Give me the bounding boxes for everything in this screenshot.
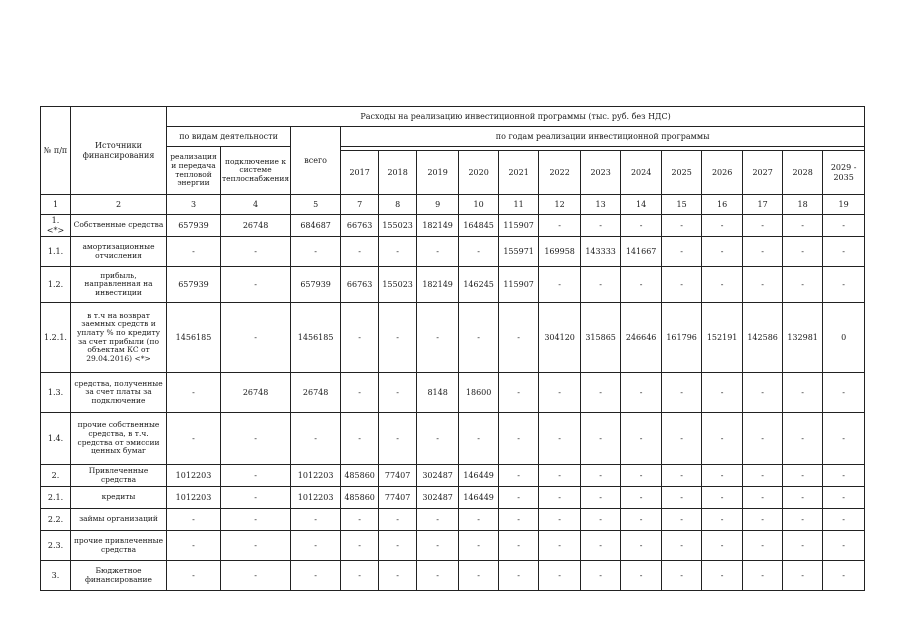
cell-value: 657939 (167, 215, 221, 237)
cell-value: - (662, 487, 702, 509)
column-number: 2 (71, 195, 167, 215)
cell-value: 66763 (341, 267, 379, 303)
cell-value: - (581, 509, 621, 531)
cell-value: - (581, 373, 621, 413)
cell-value: - (459, 531, 499, 561)
cell-value: - (823, 413, 865, 465)
table-row (41, 509, 865, 531)
cell-value: - (783, 237, 823, 267)
cell-value: - (167, 561, 221, 591)
header-by-year: по годам реализации инвестиционной программы (341, 127, 865, 147)
cell-value: - (823, 237, 865, 267)
cell-value: 161796 (662, 303, 702, 373)
cell-value: - (221, 561, 291, 591)
cell-value: - (783, 561, 823, 591)
cell-value: - (341, 237, 379, 267)
column-number: 9 (417, 195, 459, 215)
cell-value: 1012203 (167, 465, 221, 487)
cell-value: - (499, 531, 539, 561)
cell-value: - (499, 561, 539, 591)
cell-value: - (221, 487, 291, 509)
header-by-activity: по видам деятельности (167, 127, 291, 147)
cell-value: - (291, 237, 341, 267)
header-activity-connection: подключение к системе теплоснабжения (221, 147, 291, 195)
cell-value: - (823, 509, 865, 531)
cell-value: - (621, 531, 662, 561)
cell-value: 8148 (417, 373, 459, 413)
cell-value: - (621, 267, 662, 303)
table-row (41, 413, 865, 465)
cell-value: - (539, 215, 581, 237)
cell-value: - (823, 465, 865, 487)
cell-value: 1012203 (291, 487, 341, 509)
cell-value: - (783, 413, 823, 465)
cell-value: - (417, 509, 459, 531)
cell-value: - (662, 267, 702, 303)
cell-value: - (783, 531, 823, 561)
cell-value: 155023 (379, 215, 417, 237)
table-row (41, 487, 865, 509)
cell-value: - (341, 561, 379, 591)
cell-value: - (379, 413, 417, 465)
column-number: 11 (499, 195, 539, 215)
row-source: в т.ч на возврат заемных средств и уплату % по кредиту за счет прибыли (по объектам КС от 29.04.2016) <*> (71, 303, 167, 373)
header-year: 2018 (379, 151, 417, 195)
cell-value: - (743, 509, 783, 531)
cell-value: - (662, 465, 702, 487)
column-number: 10 (459, 195, 499, 215)
cell-value: - (341, 413, 379, 465)
table-row (41, 531, 865, 561)
cell-value: 182149 (417, 267, 459, 303)
cell-value: - (167, 373, 221, 413)
cell-value: - (702, 267, 743, 303)
cell-value: - (662, 561, 702, 591)
cell-value: - (221, 413, 291, 465)
cell-value: - (702, 237, 743, 267)
header-year: 2022 (539, 151, 581, 195)
cell-value: - (702, 465, 743, 487)
row-source: Бюджетное финансирование (71, 561, 167, 591)
cell-value: - (499, 509, 539, 531)
cell-value: - (459, 509, 499, 531)
cell-value: - (221, 237, 291, 267)
cell-value: - (621, 413, 662, 465)
cell-value: - (341, 509, 379, 531)
cell-value: - (167, 413, 221, 465)
cell-value: - (662, 215, 702, 237)
cell-value: - (621, 487, 662, 509)
cell-value: 143333 (581, 237, 621, 267)
header-source: Источники финансирования (71, 107, 167, 195)
cell-value: - (341, 531, 379, 561)
header-year: 2025 (662, 151, 702, 195)
column-number: 3 (167, 195, 221, 215)
cell-value: 152191 (702, 303, 743, 373)
header-activity-heat: реализация и передача тепловой энергии (167, 147, 221, 195)
cell-value: 302487 (417, 465, 459, 487)
column-number: 7 (341, 195, 379, 215)
row-number: 2.2. (41, 509, 71, 531)
cell-value: - (499, 303, 539, 373)
cell-value: 1012203 (167, 487, 221, 509)
cell-value: - (539, 267, 581, 303)
cell-value: - (823, 373, 865, 413)
column-number: 4 (221, 195, 291, 215)
cell-value: 155023 (379, 267, 417, 303)
cell-value: - (621, 509, 662, 531)
cell-value: - (341, 373, 379, 413)
cell-value: - (823, 487, 865, 509)
column-number: 15 (662, 195, 702, 215)
row-number: 2.1. (41, 487, 71, 509)
cell-value: - (702, 561, 743, 591)
cell-value: 26748 (221, 215, 291, 237)
cell-value: - (783, 487, 823, 509)
cell-value: - (417, 237, 459, 267)
cell-value: - (539, 487, 581, 509)
row-source: прибыль, направленная на инвестиции (71, 267, 167, 303)
row-number: 1. <*> (41, 215, 71, 237)
header-year: 2023 (581, 151, 621, 195)
cell-value: - (221, 303, 291, 373)
cell-value: 246646 (621, 303, 662, 373)
cell-value: - (539, 373, 581, 413)
cell-value: - (499, 373, 539, 413)
row-number: 3. (41, 561, 71, 591)
cell-value: - (783, 373, 823, 413)
cell-value: 115907 (499, 215, 539, 237)
cell-value: - (743, 215, 783, 237)
financing-table (40, 106, 865, 591)
cell-value: - (783, 267, 823, 303)
cell-value: - (581, 487, 621, 509)
header-expenses: Расходы на реализацию инвестиционной программы (тыс. руб. без НДС) (167, 107, 865, 127)
cell-value: - (291, 509, 341, 531)
cell-value: - (823, 215, 865, 237)
cell-value: 302487 (417, 487, 459, 509)
cell-value: - (539, 465, 581, 487)
row-source: займы организаций (71, 509, 167, 531)
table-row (41, 303, 865, 373)
cell-value: - (459, 413, 499, 465)
cell-value: - (621, 465, 662, 487)
cell-value: 169958 (539, 237, 581, 267)
cell-value: - (539, 561, 581, 591)
cell-value: - (581, 531, 621, 561)
row-source: Собственные средства (71, 215, 167, 237)
cell-value: - (702, 531, 743, 561)
cell-value: - (379, 237, 417, 267)
header-year: 2017 (341, 151, 379, 195)
cell-value: 0 (823, 303, 865, 373)
column-number: 19 (823, 195, 865, 215)
cell-value: - (743, 373, 783, 413)
cell-value: - (743, 487, 783, 509)
cell-value: - (662, 413, 702, 465)
cell-value: 1012203 (291, 465, 341, 487)
cell-value: - (783, 509, 823, 531)
cell-value: 315865 (581, 303, 621, 373)
cell-value: - (581, 267, 621, 303)
cell-value: - (823, 531, 865, 561)
cell-value: - (743, 561, 783, 591)
cell-value: - (702, 413, 743, 465)
row-number: 2.3. (41, 531, 71, 561)
cell-value: 304120 (539, 303, 581, 373)
row-number: 1.3. (41, 373, 71, 413)
row-source: прочие привлеченные средства (71, 531, 167, 561)
cell-value: - (459, 561, 499, 591)
row-source: Привлеченные средства (71, 465, 167, 487)
cell-value: - (459, 303, 499, 373)
row-number: 1.2.1. (41, 303, 71, 373)
cell-value: 182149 (417, 215, 459, 237)
cell-value: 146449 (459, 465, 499, 487)
cell-value: - (539, 531, 581, 561)
cell-value: 155971 (499, 237, 539, 267)
cell-value: - (221, 465, 291, 487)
cell-value: - (379, 561, 417, 591)
header-year: 2027 (743, 151, 783, 195)
cell-value: - (743, 237, 783, 267)
row-number: 2. (41, 465, 71, 487)
header-year: 2026 (702, 151, 743, 195)
cell-value: 485860 (341, 465, 379, 487)
cell-value: - (662, 237, 702, 267)
cell-value: - (539, 413, 581, 465)
column-number: 17 (743, 195, 783, 215)
cell-value: 77407 (379, 465, 417, 487)
cell-value: - (379, 531, 417, 561)
row-source: средства, полученные за счет платы за подключение (71, 373, 167, 413)
cell-value: - (743, 413, 783, 465)
cell-value: - (291, 413, 341, 465)
header-year: 2024 (621, 151, 662, 195)
cell-value: 77407 (379, 487, 417, 509)
header-year: 2019 (417, 151, 459, 195)
cell-value: 146449 (459, 487, 499, 509)
cell-value: - (702, 487, 743, 509)
cell-value: - (417, 561, 459, 591)
table-row (41, 561, 865, 591)
cell-value: 657939 (167, 267, 221, 303)
cell-value: - (379, 509, 417, 531)
cell-value: - (221, 267, 291, 303)
cell-value: - (221, 509, 291, 531)
column-number: 5 (291, 195, 341, 215)
column-number: 1 (41, 195, 71, 215)
cell-value: - (417, 413, 459, 465)
cell-value: 141667 (621, 237, 662, 267)
table-row (41, 215, 865, 237)
row-source: амортизационные отчисления (71, 237, 167, 267)
cell-value: - (167, 509, 221, 531)
cell-value: 146245 (459, 267, 499, 303)
cell-value: - (702, 373, 743, 413)
cell-value: 684687 (291, 215, 341, 237)
cell-value: - (221, 531, 291, 561)
row-source: прочие собственные средства, в т.ч. средства от эмиссии ценных бумаг (71, 413, 167, 465)
header-year: 2028 (783, 151, 823, 195)
cell-value: 1456185 (291, 303, 341, 373)
cell-value: - (581, 413, 621, 465)
cell-value: - (662, 531, 702, 561)
cell-value: - (783, 465, 823, 487)
table-row (41, 237, 865, 267)
cell-value: - (662, 509, 702, 531)
column-number: 12 (539, 195, 581, 215)
cell-value: - (417, 531, 459, 561)
cell-value: 18600 (459, 373, 499, 413)
cell-value: 26748 (221, 373, 291, 413)
header-year: 2021 (499, 151, 539, 195)
cell-value: - (621, 561, 662, 591)
cell-value: - (291, 561, 341, 591)
cell-value: - (167, 237, 221, 267)
cell-value: - (379, 303, 417, 373)
cell-value: - (581, 465, 621, 487)
row-source: кредиты (71, 487, 167, 509)
cell-value: - (459, 237, 499, 267)
table-row (41, 373, 865, 413)
header-year: 2029 - 2035 (823, 151, 865, 195)
cell-value: 142586 (743, 303, 783, 373)
column-number: 16 (702, 195, 743, 215)
column-number: 8 (379, 195, 417, 215)
cell-value: - (341, 303, 379, 373)
cell-value: - (743, 531, 783, 561)
header-num: № п/п (41, 107, 71, 195)
column-number: 18 (783, 195, 823, 215)
cell-value: - (417, 303, 459, 373)
cell-value: - (291, 531, 341, 561)
cell-value: - (379, 373, 417, 413)
cell-value: - (167, 531, 221, 561)
cell-value: 657939 (291, 267, 341, 303)
cell-value: - (743, 267, 783, 303)
cell-value: - (581, 561, 621, 591)
cell-value: 1456185 (167, 303, 221, 373)
column-number: 13 (581, 195, 621, 215)
cell-value: - (539, 509, 581, 531)
cell-value: - (499, 465, 539, 487)
cell-value: - (499, 413, 539, 465)
cell-value: 164845 (459, 215, 499, 237)
cell-value: 485860 (341, 487, 379, 509)
cell-value: - (662, 373, 702, 413)
cell-value: 26748 (291, 373, 341, 413)
cell-value: - (499, 487, 539, 509)
table-row (41, 465, 865, 487)
cell-value: 115907 (499, 267, 539, 303)
cell-value: - (783, 215, 823, 237)
cell-value: - (702, 215, 743, 237)
row-number: 1.1. (41, 237, 71, 267)
cell-value: - (743, 465, 783, 487)
cell-value: - (621, 373, 662, 413)
cell-value: 132981 (783, 303, 823, 373)
row-number: 1.2. (41, 267, 71, 303)
column-number: 14 (621, 195, 662, 215)
cell-value: - (702, 509, 743, 531)
header-total: всего (291, 127, 341, 195)
header-year: 2020 (459, 151, 499, 195)
cell-value: 66763 (341, 215, 379, 237)
cell-value: - (823, 561, 865, 591)
table-row (41, 267, 865, 303)
cell-value: - (823, 267, 865, 303)
cell-value: - (581, 215, 621, 237)
cell-value: - (621, 215, 662, 237)
row-number: 1.4. (41, 413, 71, 465)
